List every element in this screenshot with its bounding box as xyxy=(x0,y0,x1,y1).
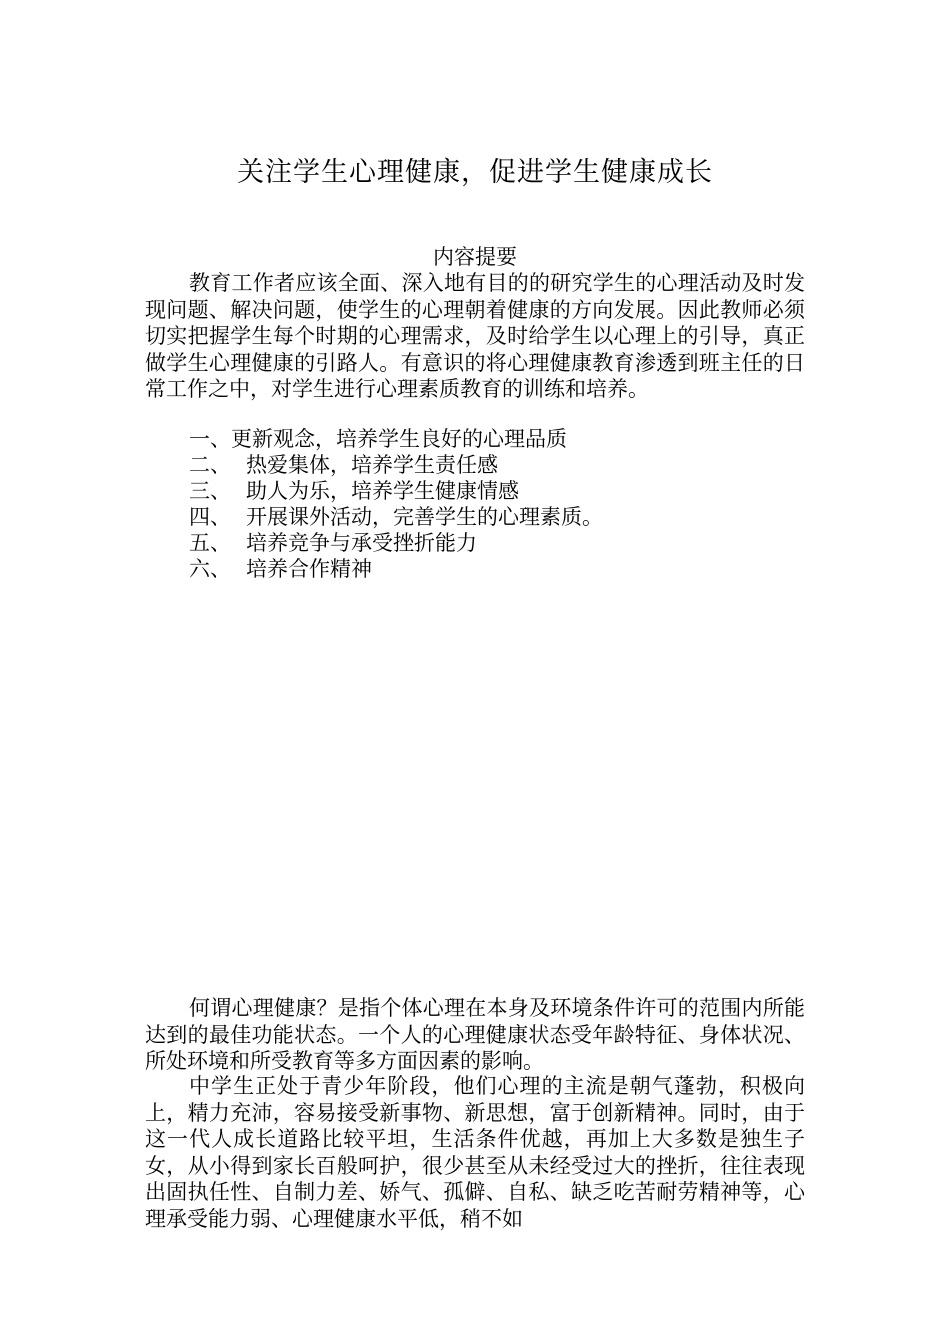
outline-item-number: 二、 xyxy=(189,453,231,477)
outline-item xyxy=(145,478,805,504)
outline-item-text: 开展课外活动，完善学生的心理素质。 xyxy=(246,505,603,529)
outline-item-text: 培养合作精神 xyxy=(246,557,372,581)
outline-item xyxy=(145,530,805,556)
outline-item xyxy=(145,426,805,452)
outline-item-number: 一、 xyxy=(189,427,231,451)
outline-item-text: 助人为乐，培养学生健康情感 xyxy=(246,479,519,503)
body-paragraph: 何谓心理健康？是指个体心理在本身及环境条件许可的范围内所能达到的最佳功能状态。一个人的心理健康状态受年龄特征、身体状况、所处环境和所受教育等多方面因素的影响。 xyxy=(145,996,805,1073)
outline-item-number: 六、 xyxy=(189,557,231,581)
outline-item xyxy=(145,504,805,530)
document-title: 关注学生心理健康，促进学生健康成长 xyxy=(237,157,713,188)
outline-item-number: 三、 xyxy=(189,479,231,503)
outline-item-number: 四、 xyxy=(189,505,231,529)
abstract-paragraph: 教育工作者应该全面、深入地有目的的研究学生的心理活动及时发现问题、解决问题，使学生的心理朝着健康的方向发展。因此教师必须切实把握学生每个时期的心理需求，及时给学生以心理上的引导，真正做学生心理健康的引路人。有意识的将心理健康教育渗透到班主任的日常工作之中，对学生进行心理素质教育的训练和培养。 xyxy=(145,271,805,401)
outline-item-number: 五、 xyxy=(189,531,231,555)
body-paragraph: 中学生正处于青少年阶段，他们心理的主流是朝气蓬勃，积极向上，精力充沛，容易接受新事物、新思想，富于创新精神。同时，由于这一代人成长道路比较平坦，生活条件优越，再加上大多数是独生子女，从小得到家长百般呵护，很少甚至从未经受过大的挫折，往往表现出固执任性、自制力差、娇气、孤僻、自私、缺乏吃苦耐劳精神等，心理承受能力弱、心理健康水平低，稍不如 xyxy=(145,1074,805,1231)
abstract-heading: 内容提要 xyxy=(433,245,517,269)
outline-item xyxy=(145,556,805,582)
outline-item xyxy=(145,452,805,478)
outline-list xyxy=(145,426,805,582)
outline-item-text: 热爱集体，培养学生责任感 xyxy=(246,453,498,477)
outline-item-text: 培养竞争与承受挫折能力 xyxy=(246,531,477,555)
outline-item-text: 更新观念，培养学生良好的心理品质 xyxy=(231,427,567,451)
